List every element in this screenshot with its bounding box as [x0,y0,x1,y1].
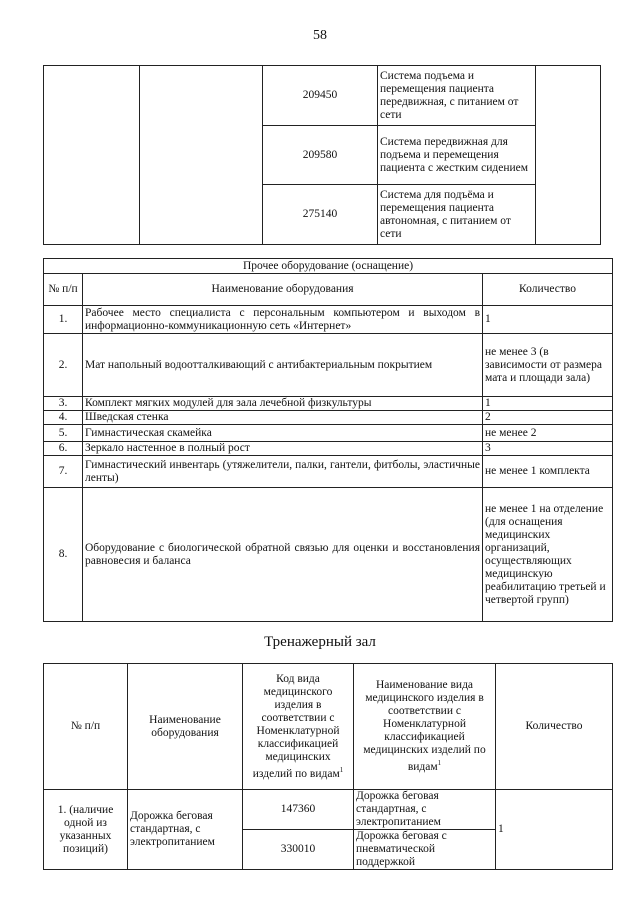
row-quantity: 3 [483,442,613,456]
header-quantity: Количество [496,664,613,790]
row-quantity: 1 [496,790,613,870]
row-name: Комплект мягких модулей для зала лечебной физкультуры [83,397,483,411]
name-cell: Система передвижная для подъема и перемещения пациента с жестким сидением [378,126,536,185]
lift-systems-table [43,65,601,245]
table-row [44,397,613,411]
row-number: 7. [44,456,83,488]
header-number: № п/п [44,274,83,306]
row-name: Рабочее место специалиста с персональным компьютером и выходом в информационно-коммуникационную сеть «Интернет» [83,306,483,334]
other-equipment-table [43,258,613,622]
name-cell: Система для подъёма и перемещения пациента автономная, с питанием от сети [378,185,536,245]
table-row [44,456,613,488]
section-title: Тренажерный зал [264,634,376,650]
header-quantity: Количество [483,274,613,306]
kind-name-cell: Дорожка беговая с пневматической поддержкой [354,830,496,870]
table-row [44,411,613,425]
code-cell: 209580 [263,126,378,185]
code-cell: 275140 [263,185,378,245]
row-quantity: не менее 3 (в зависимости от размера мата и площади зала) [483,334,613,397]
row-name: Дорожка беговая стандартная, с электропитанием [128,790,243,870]
row-name: Оборудование с биологической обратной связью для оценки и восстановления равновесия и баланса [83,488,483,622]
row-quantity: не менее 1 на отделение (для оснащения медицинских организаций, осуществляющих медицинскую реабилитацию третьей и четвертой групп) [483,488,613,622]
row-quantity: не менее 2 [483,425,613,442]
row-number: 8. [44,488,83,622]
row-name: Зеркало настенное в полный рост [83,442,483,456]
table-row [44,425,613,442]
row-quantity: 1 [483,397,613,411]
code-cell: 147360 [243,790,354,830]
row-number: 2. [44,334,83,397]
header-name: Наименование оборудования [128,664,243,790]
row-quantity: 2 [483,411,613,425]
header-number: № п/п [44,664,128,790]
header-code: Код вида медицинского изделия в соответствии с Номенклатурной классификацией медицинских изделий по видам$^1$ [243,664,354,790]
row-number: 5. [44,425,83,442]
name-cell: Система подъема и перемещения пациента передвижная, с питанием от сети [378,66,536,126]
row-number: 4. [44,411,83,425]
table-row [44,488,613,622]
table-title: Прочее оборудование (оснащение) [44,259,613,274]
code-cell: 330010 [243,830,354,870]
kind-name-cell: Дорожка беговая стандартная, с электропитанием [354,790,496,830]
row-number: 1. [44,306,83,334]
header-kind-name: Наименование вида медицинского изделия в соответствии с Номенклатурной классификацией медицинских изделий по видам$^1$ [354,664,496,790]
table-row [44,306,613,334]
row-number: 3. [44,397,83,411]
table-row [44,442,613,456]
row-number: 6. [44,442,83,456]
row-quantity: не менее 1 комплекта [483,456,613,488]
code-cell: 209450 [263,66,378,126]
page-number: 58 [313,28,327,43]
header-name: Наименование оборудования [83,274,483,306]
gym-table [43,663,613,870]
row-name: Мат напольный водоотталкивающий с антибактериальным покрытием [83,334,483,397]
row-name: Шведская стенка [83,411,483,425]
row-name: Гимнастическая скамейка [83,425,483,442]
row-number: 1. (наличие одной из указанных позиций) [44,790,128,870]
row-quantity: 1 [483,306,613,334]
row-name: Гимнастический инвентарь (утяжелители, палки, гантели, фитболы, эластичные ленты) [83,456,483,488]
table-row [44,334,613,397]
